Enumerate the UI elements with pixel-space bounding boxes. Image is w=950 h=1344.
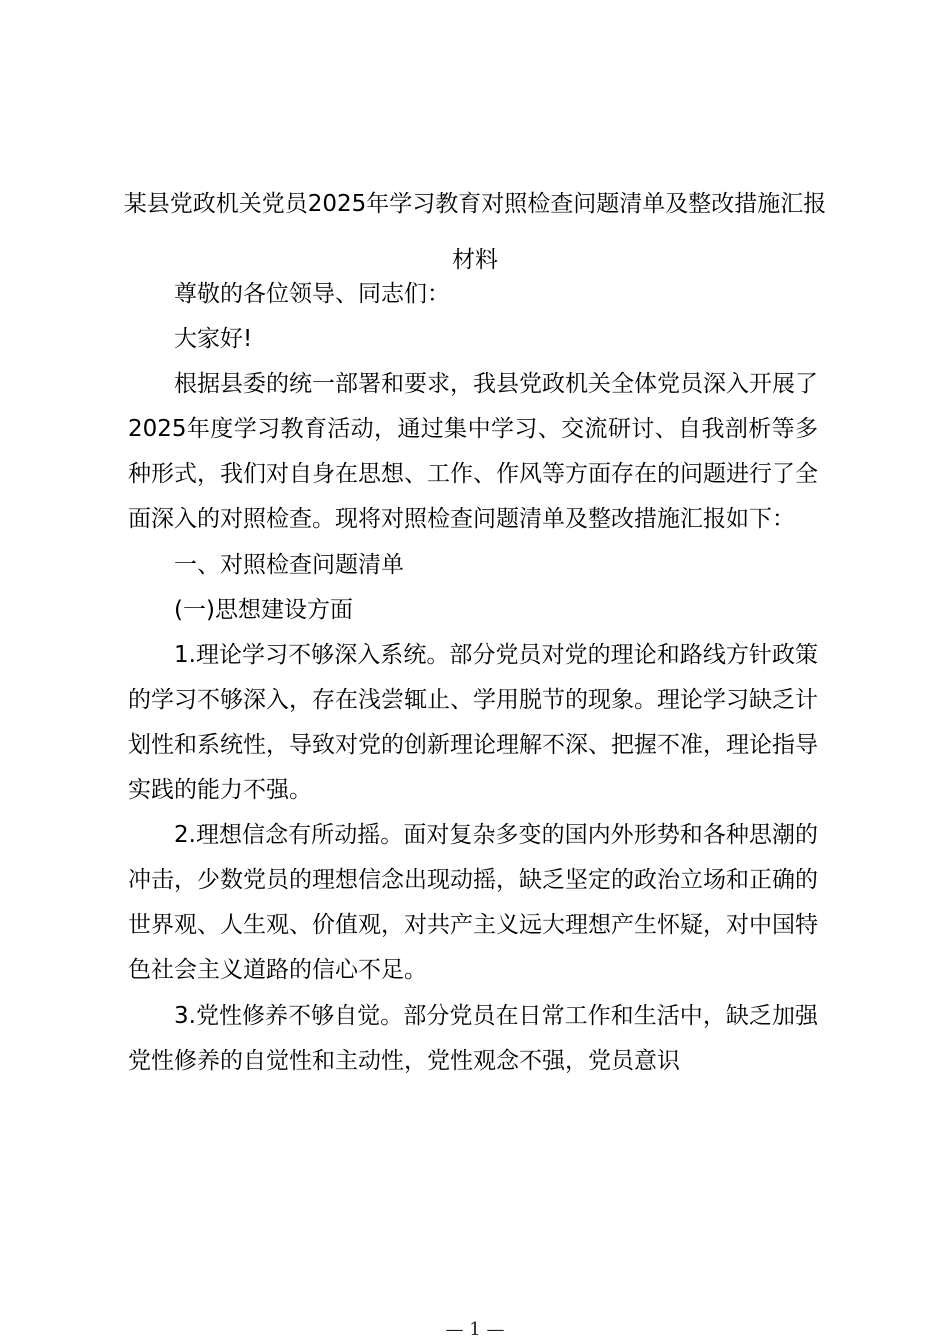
- subsection-heading: (一)思想建设方面: [174, 596, 353, 623]
- item-paragraph-2: 2.理想信念有所动摇。面对复杂多变的国内外形势和各种思潮的冲击，少数党员的理想信念出现动摇，缺乏坚定的政治立场和正确的世界观、人生观、价值观，对共产主义远大理想产生怀疑，对中国特色社会主义道路的信心不足。: [128, 822, 818, 984]
- greeting: 大家好!: [174, 326, 253, 353]
- document-title: 某县党政机关党员2025年学习教育对照检查问题清单及整改措施汇报材料: [123, 191, 827, 273]
- page-number: — 1 —: [445, 1319, 505, 1340]
- item-paragraph-1: 1.理论学习不够深入系统。部分党员对党的理论和路线方针政策的学习不够深入，存在浅尝辄止、学用脱节的现象。理论学习缺乏计划性和系统性，导致对党的创新理论理解不深、把握不准，理论指导实践的能力不强。: [128, 641, 818, 804]
- section-heading: 一、对照检查问题清单: [174, 551, 404, 578]
- item-paragraph-3: 3.党性修养不够自觉。部分党员在日常工作和生活中，缺乏加强党性修养的自觉性和主动性，党性观念不强，党员意识: [128, 1002, 818, 1074]
- intro-paragraph: 根据县委的统一部署和要求，我县党政机关全体党员深入开展了2025年度学习教育活动，通过集中学习、交流研讨、自我剖析等多种形式，我们对自身在思想、工作、作风等方面存在的问题进行了全面深入的对照检查。现将对照检查问题清单及整改措施汇报如下：: [128, 371, 818, 533]
- document-body: [128, 272, 818, 1084]
- salutation: 尊敬的各位领导、同志们：: [174, 281, 450, 307]
